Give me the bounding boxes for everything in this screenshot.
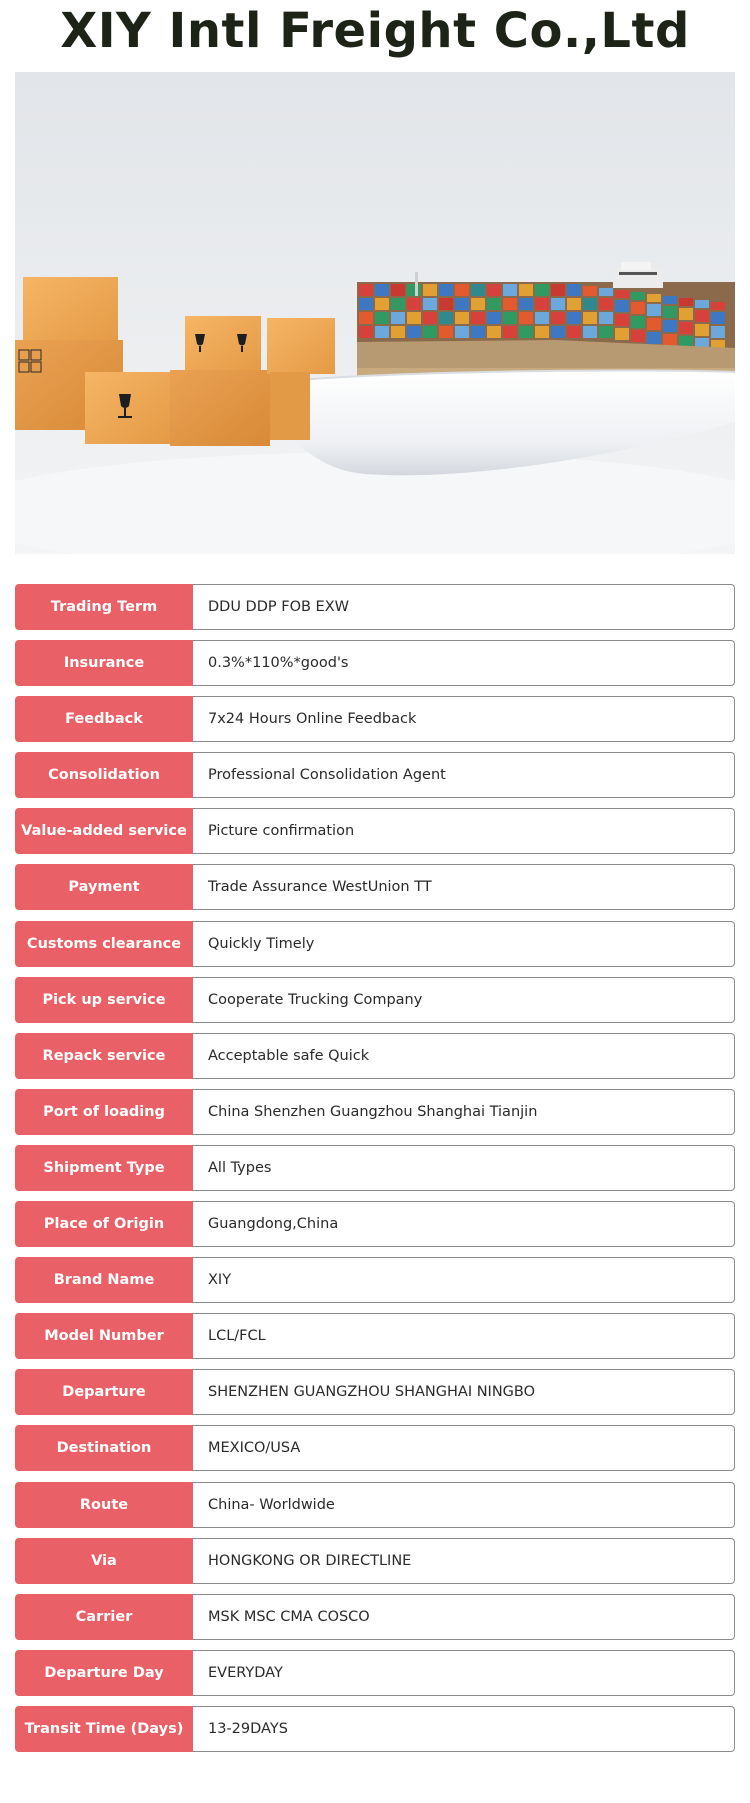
spec-value: China- Worldwide — [193, 1482, 735, 1528]
spec-value: MSK MSC CMA COSCO — [193, 1594, 735, 1640]
spec-label: Place of Origin — [15, 1201, 193, 1247]
spec-label: Brand Name — [15, 1257, 193, 1303]
spec-value: Cooperate Trucking Company — [193, 977, 735, 1023]
spec-row — [15, 864, 735, 910]
spec-label: Trading Term — [15, 584, 193, 630]
spec-row — [15, 808, 735, 854]
spec-row — [15, 1313, 735, 1359]
spec-row — [15, 1482, 735, 1528]
spec-value: SHENZHEN GUANGZHOU SHANGHAI NINGBO — [193, 1369, 735, 1415]
spec-row — [15, 696, 735, 742]
spec-value: All Types — [193, 1145, 735, 1191]
spec-label: Destination — [15, 1425, 193, 1471]
spec-row — [15, 1089, 735, 1135]
spec-label: Repack service — [15, 1033, 193, 1079]
container-ship-illustration — [15, 72, 735, 554]
spec-row — [15, 1425, 735, 1471]
spec-label: Port of loading — [15, 1089, 193, 1135]
page-title: XIY Intl Freight Co.,Ltd — [60, 3, 690, 59]
spec-label: Transit Time (Days) — [15, 1706, 193, 1752]
spec-value: DDU DDP FOB EXW — [193, 584, 735, 630]
spec-value: LCL/FCL — [193, 1313, 735, 1359]
spec-label: Route — [15, 1482, 193, 1528]
spec-label: Via — [15, 1538, 193, 1584]
spec-label: Pick up service — [15, 977, 193, 1023]
spec-row — [15, 1201, 735, 1247]
spec-value: Trade Assurance WestUnion TT — [193, 864, 735, 910]
spec-label: Feedback — [15, 696, 193, 742]
spec-table — [15, 584, 735, 1762]
spec-row — [15, 752, 735, 798]
spec-label: Departure Day — [15, 1650, 193, 1696]
spec-value: Picture confirmation — [193, 808, 735, 854]
spec-value: 7x24 Hours Online Feedback — [193, 696, 735, 742]
spec-row — [15, 1706, 735, 1752]
spec-value: EVERYDAY — [193, 1650, 735, 1696]
spec-row — [15, 977, 735, 1023]
spec-value: HONGKONG OR DIRECTLINE — [193, 1538, 735, 1584]
spec-value: 0.3%*110%*good's — [193, 640, 735, 686]
spec-value: XIY — [193, 1257, 735, 1303]
spec-label: Value-added service — [15, 808, 193, 854]
spec-label: Carrier — [15, 1594, 193, 1640]
spec-label: Model Number — [15, 1313, 193, 1359]
spec-label: Consolidation — [15, 752, 193, 798]
spec-value: Guangdong,China — [193, 1201, 735, 1247]
spec-value: Quickly Timely — [193, 921, 735, 967]
hero-image — [15, 72, 735, 554]
spec-value: Acceptable safe Quick — [193, 1033, 735, 1079]
spec-label: Insurance — [15, 640, 193, 686]
spec-row — [15, 640, 735, 686]
spec-label: Shipment Type — [15, 1145, 193, 1191]
spec-label: Payment — [15, 864, 193, 910]
spec-row — [15, 1538, 735, 1584]
spec-value: 13-29DAYS — [193, 1706, 735, 1752]
spec-label: Departure — [15, 1369, 193, 1415]
spec-value: Professional Consolidation Agent — [193, 752, 735, 798]
spec-value: MEXICO/USA — [193, 1425, 735, 1471]
spec-row — [15, 584, 735, 630]
spec-label: Customs clearance — [15, 921, 193, 967]
spec-row — [15, 1033, 735, 1079]
spec-row — [15, 1594, 735, 1640]
spec-row — [15, 1650, 735, 1696]
spec-row — [15, 1369, 735, 1415]
spec-row — [15, 921, 735, 967]
spec-row — [15, 1145, 735, 1191]
spec-value: China Shenzhen Guangzhou Shanghai Tianjin — [193, 1089, 735, 1135]
spec-row — [15, 1257, 735, 1303]
